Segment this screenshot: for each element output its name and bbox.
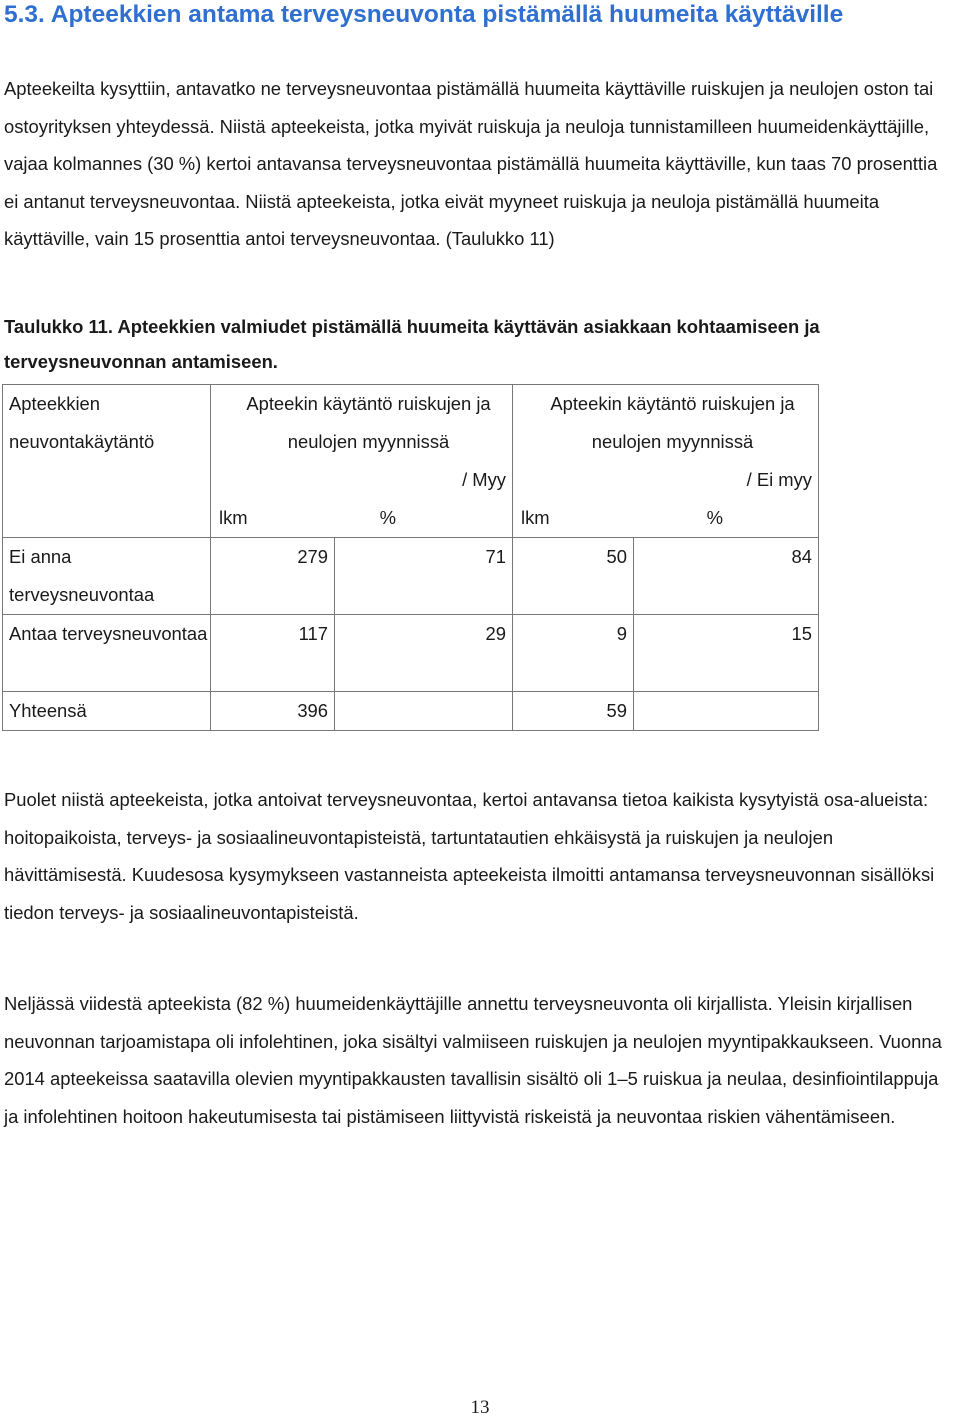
cell-eimyy-pct: 84 (634, 538, 819, 615)
table-row (3, 615, 819, 692)
cell-eimyy-pct (634, 692, 819, 731)
table-row (3, 538, 819, 615)
cell-myy-pct (335, 692, 513, 731)
page-number: 13 (470, 1397, 490, 1418)
group-header-eimyy-subcols (513, 499, 818, 537)
col-header-myy-lkm: lkm (219, 507, 248, 528)
cell-myy-pct: 29 (335, 615, 513, 692)
group-header-myy-title: Apteekin käytäntö ruiskujen ja neulojen myynnissä (246, 393, 491, 452)
body-paragraph-3: Neljässä viidestä apteekista (82 %) huumeidenkäyttäjille annettu terveysneuvonta oli kirjallista. Yleisin kirjallisen neuvonnan tarjoamistapa oli infolehtinen, joka sisältyi valmiiseen ruiskujen ja neulojen myyntipakkaukseen. Vuonna 2014 apteekeissa saatavilla olevien myyntipakkausten tavallisin sisältö oli 1–5 ruiskua ja neulaa, desinfiointilappuja ja infolehtinen hoitoon hakeutumisesta tai pistämiseen liittyvistä riskeistä ja neuvontaa riskien vähentämiseen. (4, 993, 942, 1127)
cell-myy-lkm: 396 (211, 692, 335, 731)
body-paragraph-2: Puolet niistä apteekeista, jotka antoivat terveysneuvontaa, kertoi antavansa tietoa kaikista kysytyistä osa-alueista: hoitopaikoista, terveys- ja sosiaalineuvontapisteistä, tartuntatautien ehkäisystä ja ruiskujen ja neulojen hävittämisestä. Kuudesosa kysymykseen vastanneista apteekeista ilmoitti antamansa terveysneuvonnan sisällöksi tiedon terveys- ja sosiaalineuvontapisteistä. (4, 789, 935, 923)
cell-myy-lkm: 117 (211, 615, 335, 692)
cell-eimyy-pct: 15 (634, 615, 819, 692)
row-label: Antaa terveysneuvontaa (3, 615, 211, 692)
corner-header-text: Apteekkien neuvontakäytäntö (9, 393, 155, 452)
row-label: Yhteensä (3, 692, 211, 731)
table-header-row (3, 385, 819, 538)
cell-myy-pct: 71 (335, 538, 513, 615)
group-header-eimyy-suffix: / Ei myy (746, 469, 812, 490)
cell-eimyy-lkm: 59 (513, 692, 634, 731)
intro-paragraph: Apteekeilta kysyttiin, antavatko ne terveysneuvontaa pistämällä huumeita käyttäville ruiskujen ja neulojen oston tai ostoyrityksen yhteydessä. Niistä apteekeista, jotka myivät ruiskuja ja neuloja tunnistamilleen huumeidenkäyttäjille, vajaa kolmannes (30 %) kertoi antavansa terveysneuvontaa pistämällä huumeita käyttäville, kun taas 70 prosenttia ei antanut terveysneuvontaa. Niistä apteekeista, jotka eivät myyneet ruiskuja ja neuloja pistämällä huumeita käyttäville, vain 15 prosenttia antoi terveysneuvontaa. (Taulukko 11) (4, 78, 938, 249)
col-header-eimyy-lkm: lkm (521, 507, 550, 528)
pharmacy-advice-table (2, 384, 819, 731)
group-header-myy-suffix: / Myy (462, 469, 506, 490)
col-header-eimyy-pct: % (706, 507, 723, 528)
row-label: Ei anna terveysneuvontaa (3, 538, 211, 615)
group-header-eimyy-title: Apteekin käytäntö ruiskujen ja neulojen myynnissä (550, 393, 795, 452)
cell-eimyy-lkm: 9 (513, 615, 634, 692)
col-header-myy-pct: % (379, 507, 396, 528)
table-row-total (3, 692, 819, 731)
cell-eimyy-lkm: 50 (513, 538, 634, 615)
group-header-eimyy (513, 385, 819, 538)
table-caption: Taulukko 11. Apteekkien valmiudet pistämällä huumeita käyttävän asiakkaan kohtaamiseen ja terveysneuvonnan antamiseen. (4, 316, 820, 372)
cell-myy-lkm: 279 (211, 538, 335, 615)
corner-header (3, 385, 211, 538)
group-header-myy (211, 385, 513, 538)
section-heading: 5.3. Apteekkien antama terveysneuvonta pistämällä huumeita käyttäville (4, 1, 844, 28)
group-header-myy-subcols (211, 499, 512, 537)
